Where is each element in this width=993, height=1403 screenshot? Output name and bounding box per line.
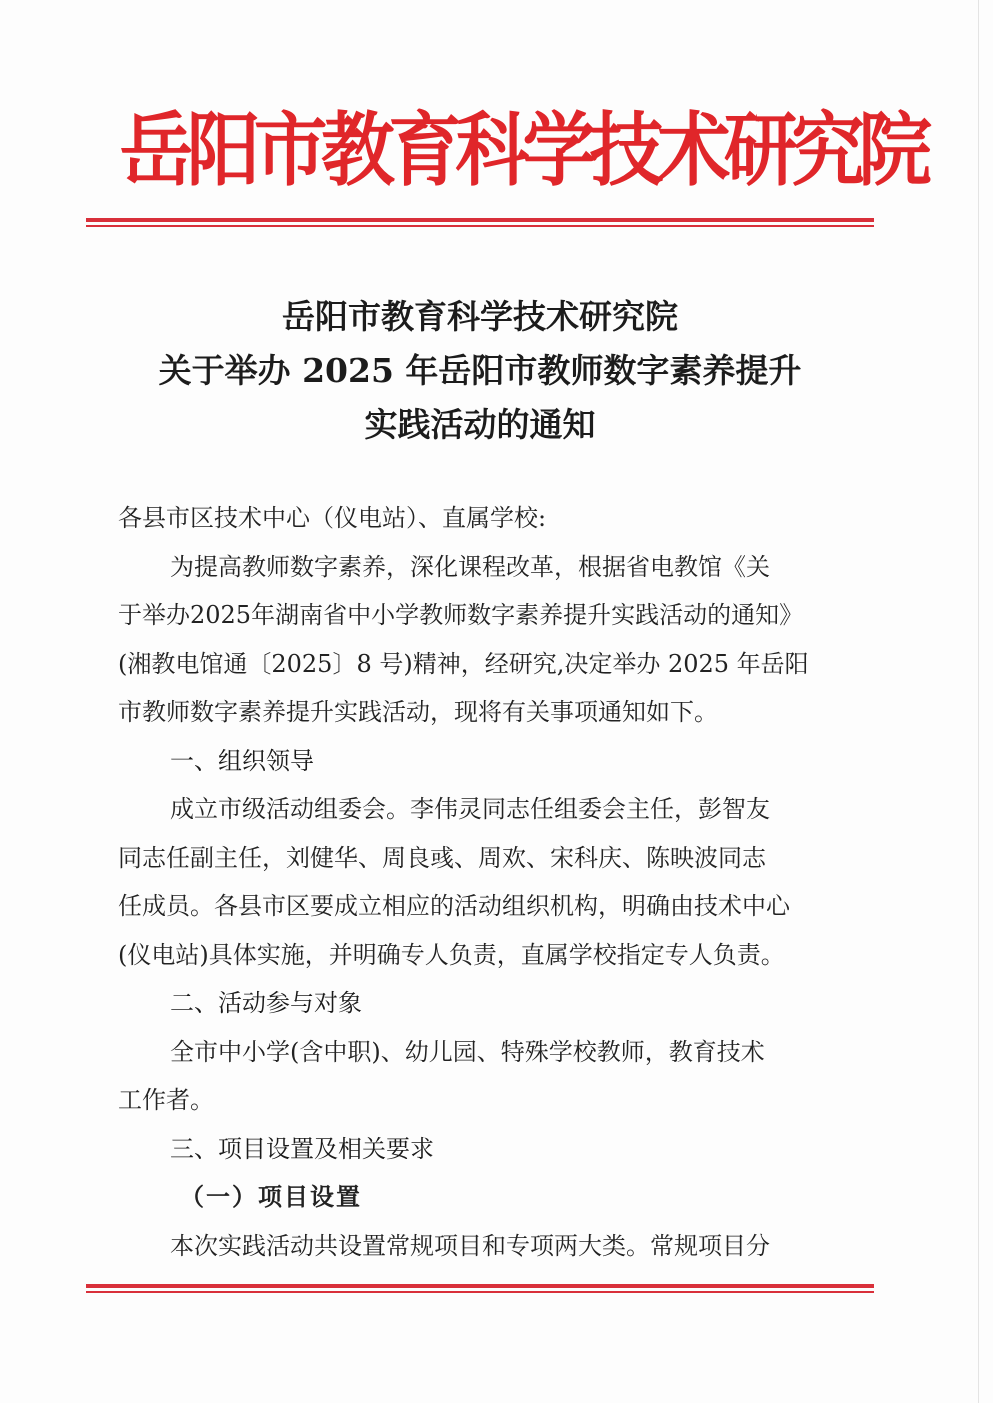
page-edge-line [978, 0, 979, 1403]
red-header-masthead: 岳阳市教育科学技术研究院 [119, 104, 926, 197]
section-3-subheading: （一）项目设置 [180, 1182, 362, 1211]
section-2-heading: 二、活动参与对象 [170, 989, 362, 1017]
title-line-1: 岳阳市教育科学技术研究院 [282, 297, 678, 336]
red-divider-top [86, 218, 874, 227]
section-2-line-2: 工作者。 [118, 1086, 214, 1114]
section-3-heading: 三、项目设置及相关要求 [170, 1134, 434, 1163]
section-1-line-2: 同志任副主任，刘健华、周良彧、周欢、宋科庆、陈映波同志 [118, 843, 766, 872]
intro-line-4: 市教师数字素养提升实践活动，现将有关事项通知如下。 [118, 698, 718, 726]
section-1-heading: 一、组织领导 [170, 746, 314, 775]
section-1-line-1: 成立市级活动组委会。李伟灵同志任组委会主任，彭智友 [170, 795, 770, 823]
section-1-line-3: 任成员。各县市区要成立相应的活动组织机构，明确由技术中心 [118, 892, 790, 920]
divider-thick-line [86, 1284, 874, 1288]
intro-line-1: 为提高教师数字素养，深化课程改革，根据省电教馆《关 [170, 552, 770, 581]
section-3-line-1: 本次实践活动共设置常规项目和专项两大类。常规项目分 [170, 1231, 770, 1260]
title-line-2: 关于举办 2025 年岳阳市教师数字素养提升 [158, 351, 802, 390]
divider-thin-line [86, 225, 874, 227]
salutation: 各县市区技术中心（仪电站）、直属学校: [118, 504, 547, 532]
document-title [100, 290, 860, 452]
divider-thick-line [86, 218, 874, 222]
section-2-line-1: 全市中小学(含中职)、幼儿园、特殊学校教师，教育技术 [170, 1037, 765, 1066]
title-line-3: 实践活动的通知 [364, 405, 596, 444]
intro-line-3: (湘教电馆通〔2025〕8 号)精神，经研究,决定举办 2025 年岳阳 [118, 649, 809, 678]
section-1-line-4: (仪电站)具体实施，并明确专人负责，直属学校指定专人负责。 [118, 940, 785, 969]
divider-thin-line [86, 1291, 874, 1293]
intro-line-2: 于举办2025年湖南省中小学教师数字素养提升实践活动的通知》 [118, 601, 804, 629]
document-body [118, 494, 858, 1270]
red-divider-bottom [86, 1284, 874, 1293]
